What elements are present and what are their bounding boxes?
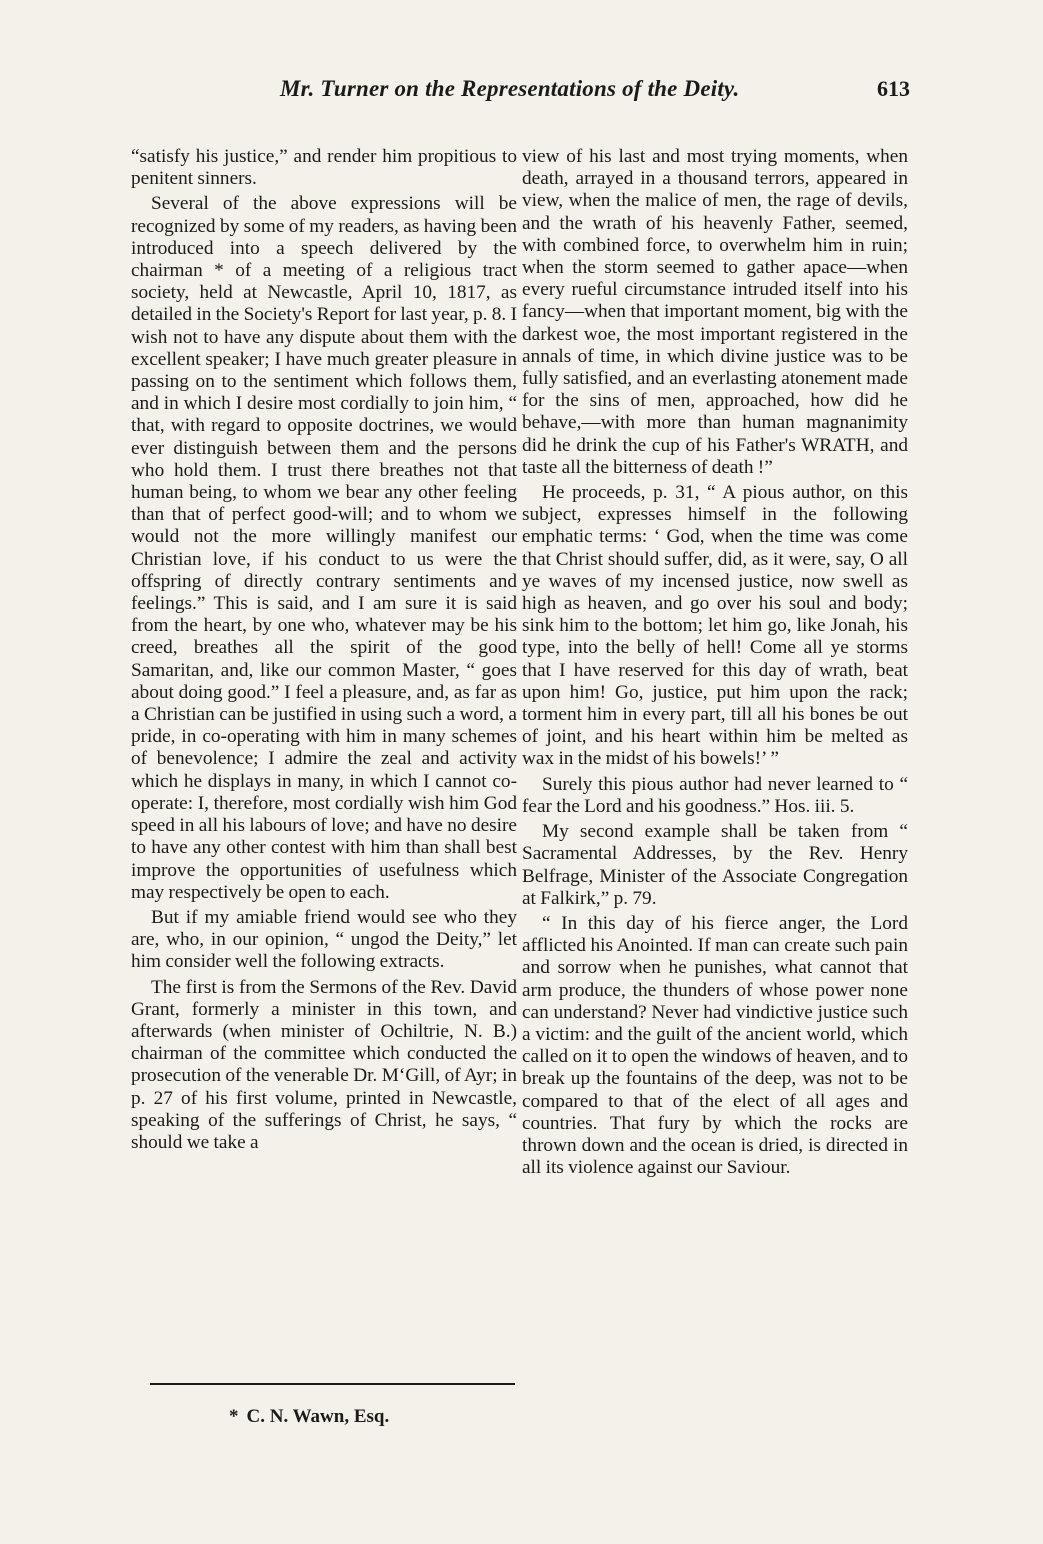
paragraph: The first is from the Sermons of the Rev. David Grant, formerly a minister in this town, and afterwards (when minister of Ochiltrie, N. B.) chairman of the committee which conducted the prosecution of the venerable Dr. M‘Gill, of Ayr; in p. 27 of his first volume, printed in Newcastle, speaking of the sufferings of Christ, he says, “ should we take a bbox=[131, 976, 517, 1153]
paragraph: But if my amiable friend would see who they are, who, in our opinion, “ ungod the Deity,” let him consider well the following extracts. bbox=[131, 906, 517, 973]
footnote-marker: * bbox=[229, 1406, 239, 1427]
paragraph: “ In this day of his fierce anger, the Lord afflicted his Anointed. If man can create such pain and sorrow when he punishes, what cannot that arm produce, the thunders of whose power none can understand? Never had vindictive justice such a victim: and the guilt of the ancient world, which called on it to open the windows of heaven, and to break up the fountains of the deep, was not to be compared to that of the elect of all ages and countries. That fury by which the rocks are thrown down and the ocean is dried, is directed in all its violence against our Saviour. bbox=[522, 912, 908, 1179]
paragraph: view of his last and most trying moments, when death, arrayed in a thousand terrors, appeared in view, when the malice of men, the rage of devils, and the wrath of his heavenly Father, seemed, with combined force, to overwhelm him in ruin; when the storm seemed to gather apace—when every rueful circumstance intruded itself into his fancy—when that important moment, big with the darkest woe, the most important registered in the annals of time, in which divine justice was to be fully satisfied, and an everlasting atonement made for the sins of men, approached, how did he behave,—with more than human magnanimity did he drink the cup of his Father's WRATH, and taste all the bitterness of death !” bbox=[522, 146, 908, 478]
paragraph: Several of the above expressions will be recognized by some of my readers, as having been introduced into a speech delivered by the chairman * of a meeting of a religious tract society, held at Newcastle, April 10, 1817, as detailed in the Society's Report for last year, p. 8. I wish not to have any dispute about them with the excellent speaker; I have much greater pleasure in passing on to the sentiment which follows them, and in which I desire most cordially to join him, “ that, with regard to opposite doctrines, we would ever distinguish between them and the persons who hold them. I trust there breathes not that human being, to whom we bear any other feeling than that of perfect good-will; and to whom we would not the more willingly manifest our Christian love, if his conduct to us were the offspring of directly contrary sentiments and feelings.” This is said, and I am sure it is said from the heart, by one who, whatever may be his creed, breathes all the spirit of the good Samaritan, and, like our common Master, “ goes about doing good.” I feel a pleasure, and, as far as a Christian can be justified in using such a word, a pride, in co-operating with him in many schemes of benevolence; I admire the zeal and activity which he displays in many, in which I cannot co-operate: I, therefore, most cordially wish him God speed in all his labours of love; and have no desire to have any other contest with him than shall best improve the opportunities of usefulness which may respectively be open to each. bbox=[131, 193, 517, 903]
left-column bbox=[131, 146, 517, 1154]
running-title: Mr. Turner on the Representations of the Deity. bbox=[280, 76, 740, 101]
page-number: 613 bbox=[877, 76, 910, 101]
page-header bbox=[130, 60, 910, 100]
paragraph: My second example shall be taken from “ Sacramental Addresses, by the Rev. Henry Belfrage, Minister of the Associate Congregation at Falkirk,” p. 79. bbox=[522, 821, 908, 909]
footnote-divider bbox=[150, 1383, 515, 1385]
footnote bbox=[229, 1406, 389, 1428]
paragraph: He proceeds, p. 31, “ A pious author, on this subject, expresses himself in the following emphatic terms: ‘ God, when the time was come that Christ should suffer, did, as it were, say, O all ye waves of my incensed justice, now swell as high as heaven, and go over his soul and body; sink him to the bottom; let him go, like Jonah, his type, into the belly of hell! Come all ye storms that I have reserved for this day of wrath, beat upon him! Go, justice, put him upon the rack; torment him in every part, till all his bones be out of joint, and his heart within him be melted as wax in the midst of his bowels!’ ” bbox=[522, 482, 908, 770]
paragraph: “satisfy his justice,” and render him propitious to penitent sinners. bbox=[131, 146, 517, 190]
paragraph: Surely this pious author had never learned to “ fear the Lord and his goodness.” Hos. iii. 5. bbox=[522, 773, 908, 817]
footnote-text: C. N. Wawn, Esq. bbox=[246, 1406, 390, 1427]
right-column bbox=[522, 146, 908, 1179]
